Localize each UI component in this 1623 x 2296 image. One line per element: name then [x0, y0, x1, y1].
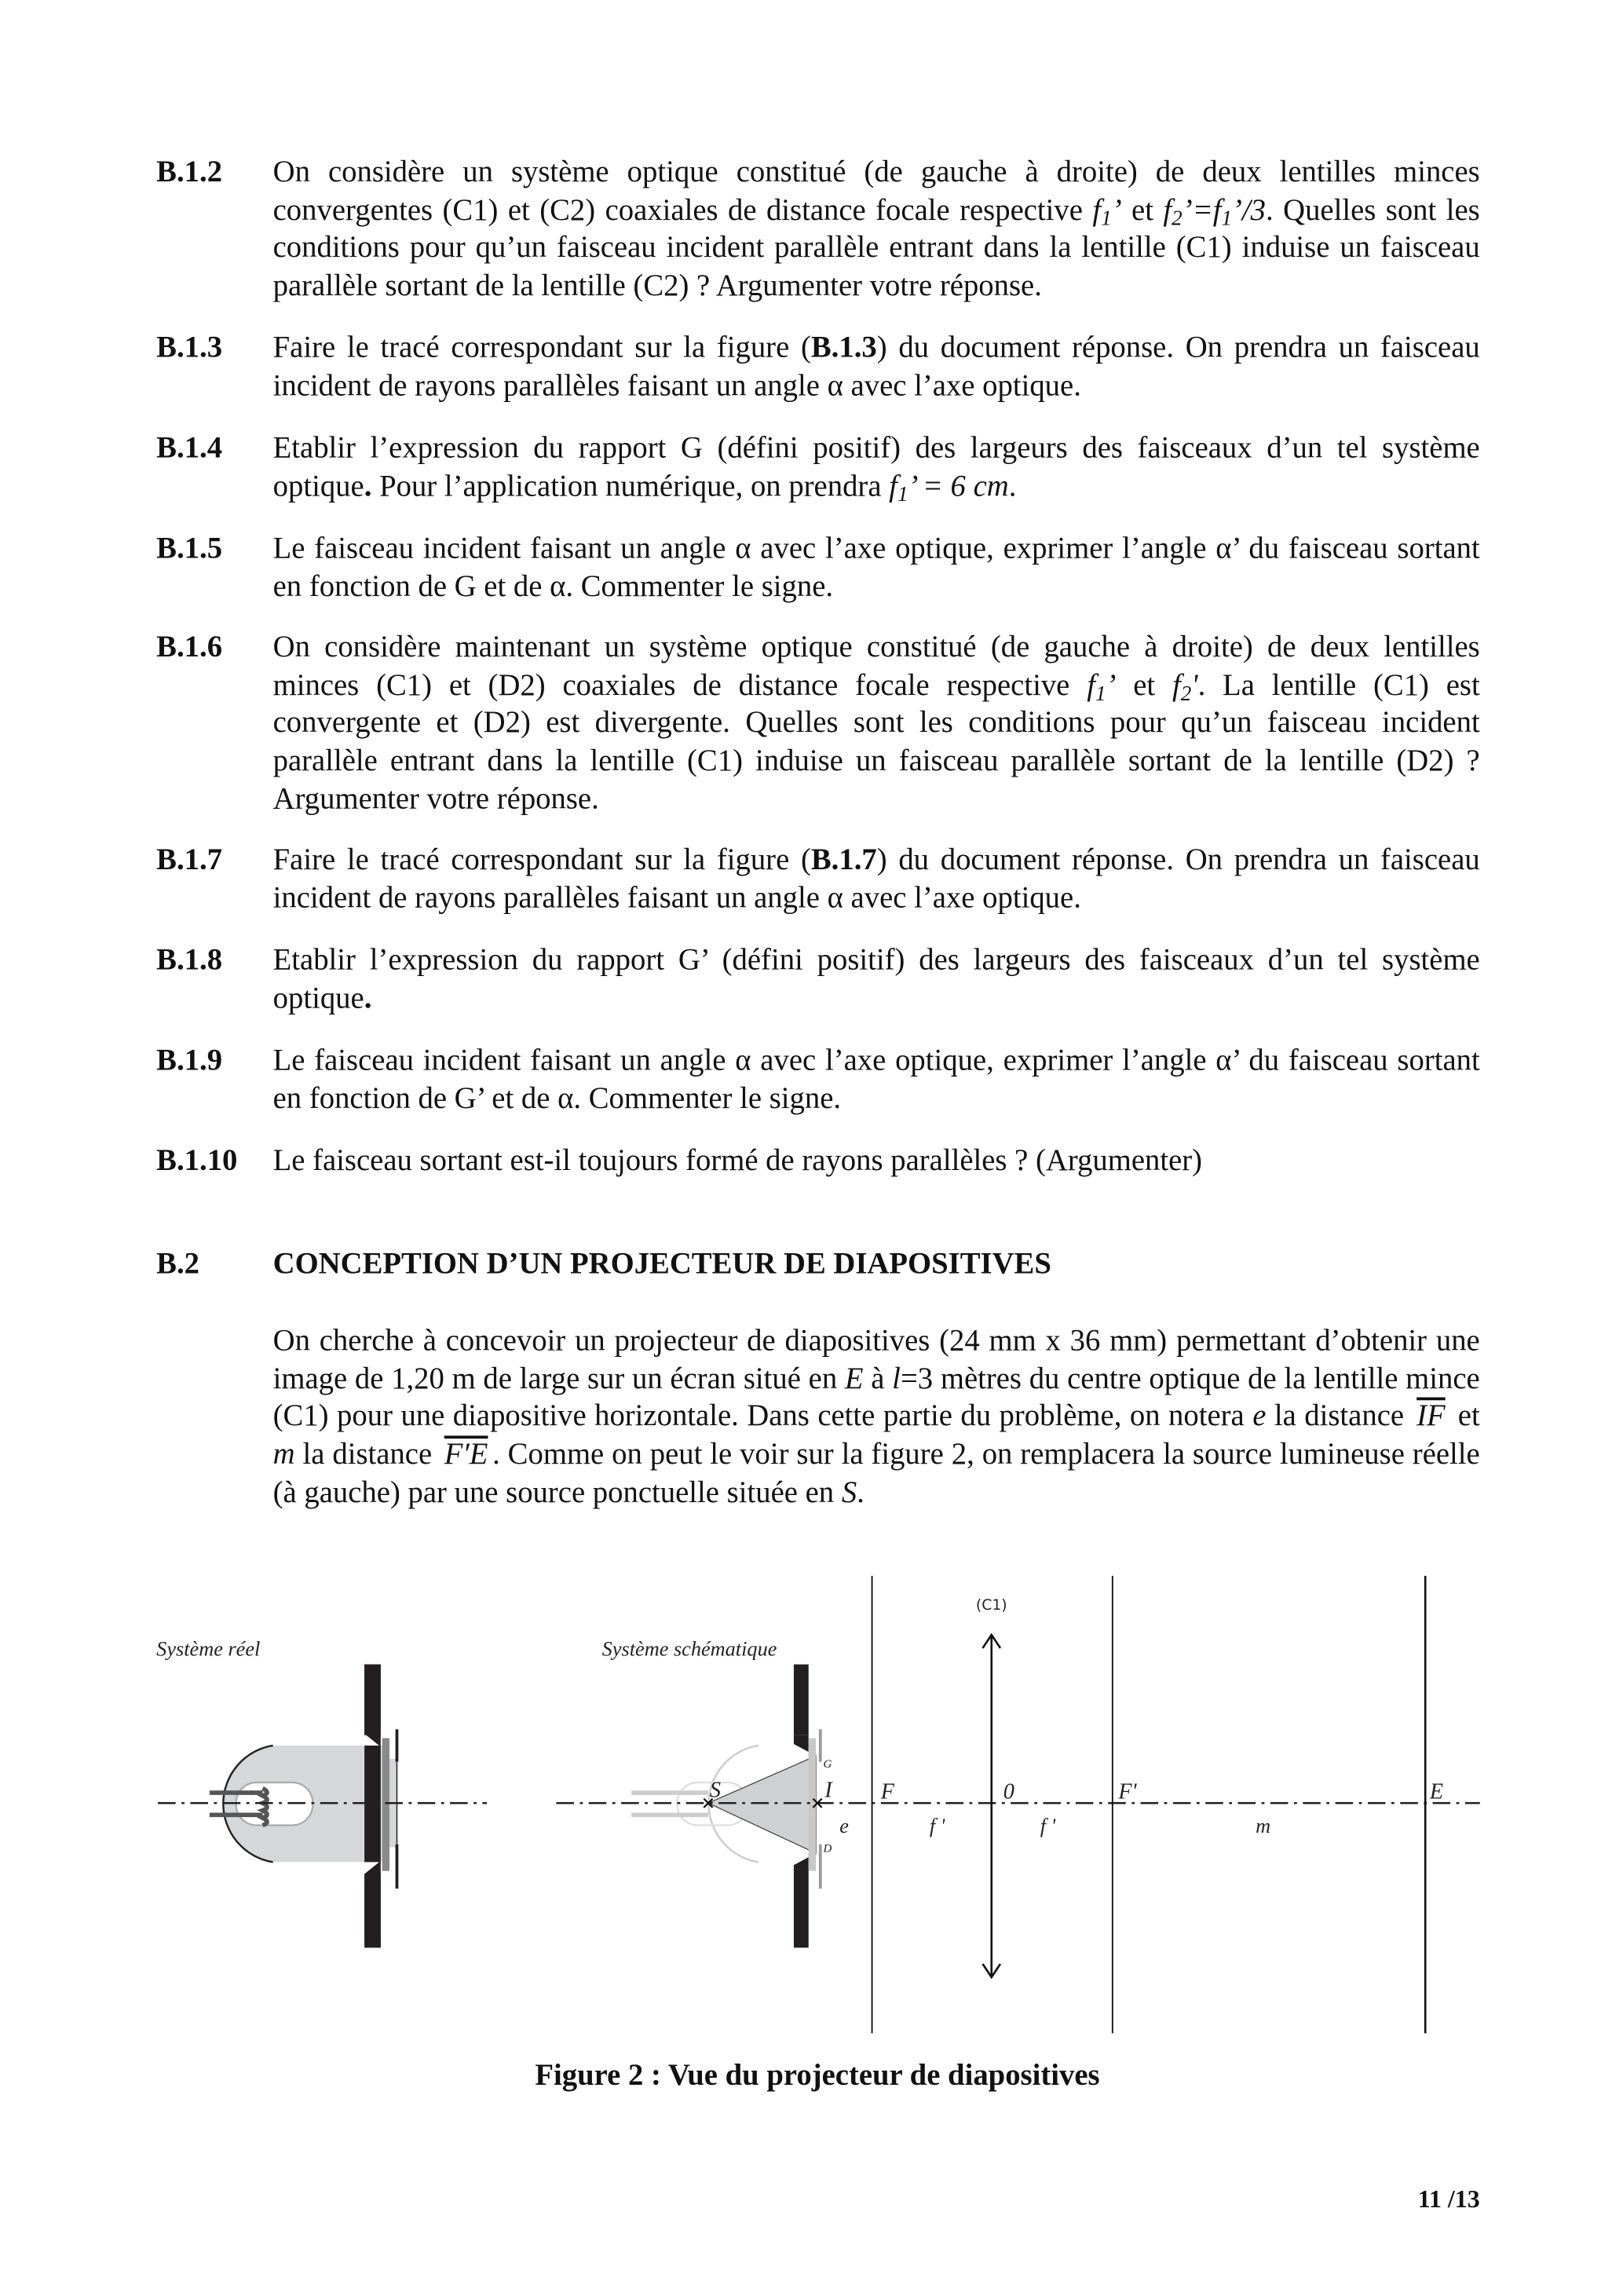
text-run: ) du document réponse. On prendra un faisceau incident de rayons parallèles faisant un angle α avec l’axe optique. [272, 331, 1480, 403]
text-run: On considère un système optique constitué (de gauche à droite) de deux lentilles minces convergentes (C1) et (C2) coaxiales de distance focale respective [272, 156, 1480, 227]
subscript: 1 [1095, 682, 1106, 706]
converging-lens-c1 [982, 1635, 1000, 1977]
text-run: ) du document réponse. On prendra un faisceau incident de rayons parallèles faisant un angle α avec l’axe optique. [272, 843, 1480, 915]
condenser-plate [382, 1738, 389, 1871]
real-system-label: Système réel [156, 1637, 261, 1661]
point-d-label: D [823, 1842, 832, 1855]
text-run: Faire le tracé correspondant sur la figure ( [272, 331, 811, 365]
text-run: Faire le tracé correspondant sur la figure ( [272, 843, 811, 877]
point-e-label: E [1429, 1779, 1444, 1804]
text-run: . [1008, 470, 1017, 503]
styled-text: ’ [1106, 669, 1117, 702]
styled-text: ’ = 6 cm [908, 470, 1009, 503]
text-run: Etablir l’expression du rapport G (défini positif) des largeurs des faisceaux d’un tel système optique [272, 432, 1480, 503]
distance-m-label: m [1256, 1814, 1271, 1837]
page-number: 11 /13 [1417, 2184, 1480, 2214]
section-label: B.2 [156, 1248, 200, 1281]
styled-text: ’/3 [1232, 194, 1267, 227]
subscript: 2 [1172, 207, 1183, 231]
styled-text: ’ [1111, 194, 1122, 227]
subscript: 1 [1221, 207, 1233, 231]
text-run: Le faisceau incident faisant un angle α avec l’axe optique, exprimer l’angle α’ du faisceau sortant en fonction de G et de α. Commenter le signe. [272, 532, 1480, 603]
styled-text: e [1252, 1401, 1267, 1434]
text-run: . Comme on peut le voir sur la figure 2, on remplacera la source lumineuse réelle (à gauche) par une source ponctuelle située en [272, 1439, 1480, 1509]
plane-lines [872, 1576, 1426, 2034]
question-number: B.1.7 [156, 843, 223, 877]
subscript: 2 [1180, 682, 1192, 706]
light-cone [708, 1756, 816, 1853]
question-number: B.1.4 [156, 432, 223, 465]
styled-text: m [272, 1439, 295, 1472]
styled-text: f [1087, 669, 1095, 702]
text-run: Le faisceau incident faisant un angle α avec l’axe optique, exprimer l’angle α’ du faisceau sortant en fonction de G’ et de α. Commenter le signe. [272, 1044, 1480, 1116]
text-run: On cherche à concevoir un projecteur de diapositives (24 mm x 36 mm) permettant d’obtenir une image de 1,20 m de large sur un écran situé en [272, 1325, 1480, 1396]
text-run: Pour l’application numérique, on prendra [371, 470, 890, 503]
point-i-label: I [824, 1778, 832, 1803]
text-run: . La lentille (C1) est convergente et (D2) est divergente. Quelles sont les conditions pour qu’un faisceau incident parallèle entrant dans la lentille (C1) induise un faisceau parallèle sortant de la lentille (D2) ? Argumenter votre réponse. [272, 669, 1480, 816]
text-run: la distance [1266, 1401, 1413, 1434]
styled-text: f [1163, 194, 1172, 227]
point-fprime-label: F' [1118, 1779, 1137, 1804]
text-run: =3 mètres du centre optique de la lentille mince (C1) pour une diapositive horizontale. Dans cette partie du problème, on notera [272, 1362, 1480, 1434]
distance-f-label: f ' [929, 1814, 945, 1837]
styled-text: . [364, 470, 372, 503]
text-run: à [863, 1362, 893, 1396]
subscript: 1 [897, 483, 908, 507]
styled-text: f [889, 470, 897, 503]
styled-text: . [364, 982, 372, 1015]
question-number: B.1.5 [156, 532, 223, 565]
text-run: . [857, 1476, 865, 1509]
text-run: et [1116, 669, 1172, 702]
schematic-system-drawing [556, 1576, 1479, 2034]
text-run: la distance [294, 1439, 440, 1472]
section-title: CONCEPTION D’UN PROJECTEUR DE DIAPOSITIVES [272, 1248, 1051, 1281]
point-s-label: S [709, 1778, 721, 1803]
question-number: B.1.2 [156, 156, 223, 189]
styled-text: ' [1191, 669, 1198, 702]
text-run: Le faisceau sortant est-il toujours formé de rayons parallèles ? (Argumenter) [272, 1145, 1203, 1178]
question-number: B.1.6 [156, 631, 223, 664]
distance-fprime-label: f ' [1040, 1814, 1056, 1837]
question-number: B.1.9 [156, 1044, 223, 1077]
question-number: B.1.3 [156, 331, 223, 365]
question-number: B.1.8 [156, 944, 223, 977]
point-f-label: F [880, 1779, 895, 1804]
lens-label: (C1) [975, 1597, 1007, 1614]
styled-text: B.1.7 [810, 843, 877, 877]
point-g-label: G [823, 1758, 832, 1771]
distance-e-label: e [839, 1814, 849, 1837]
styled-text: B.1.3 [810, 331, 877, 365]
styled-text: f [1092, 194, 1102, 227]
housing-wall [794, 1665, 809, 1735]
text-run: . Quelles sont les conditions pour qu’un faisceau incident parallèle entrant dans la lentille (C1) induise un faisceau parallèle sortant de la lentille (C2) ? Argumenter votre réponse. [272, 194, 1480, 303]
styled-text: S [841, 1476, 857, 1509]
real-system-drawing [156, 1637, 487, 1947]
text-run: Etablir l’expression du rapport G’ (défini positif) des largeurs des faisceaux d’un tel système optique [272, 944, 1480, 1015]
schematic-system-label: Système schématique [601, 1637, 777, 1661]
styled-text: l [892, 1362, 901, 1396]
vector-notation: F′E [444, 1439, 488, 1472]
text-run: On considère maintenant un système optique constitué (de gauche à droite) de deux lentilles minces (C1) et (D2) coaxiales de distance focale respective [272, 631, 1480, 702]
text-run: et [1121, 194, 1164, 227]
styled-text: f [1172, 669, 1181, 702]
question-number: B.1.10 [156, 1145, 238, 1178]
styled-text: E [844, 1362, 864, 1396]
point-o-label: 0 [1003, 1779, 1014, 1804]
text-run: et [1449, 1401, 1480, 1434]
subscript: 1 [1101, 207, 1112, 231]
vector-notation: $\overline{IF}$ [1416, 1401, 1446, 1434]
figure-caption: Figure 2 : Vue du projecteur de diapositives [535, 2060, 1100, 2093]
styled-text: ’=f [1182, 194, 1222, 227]
